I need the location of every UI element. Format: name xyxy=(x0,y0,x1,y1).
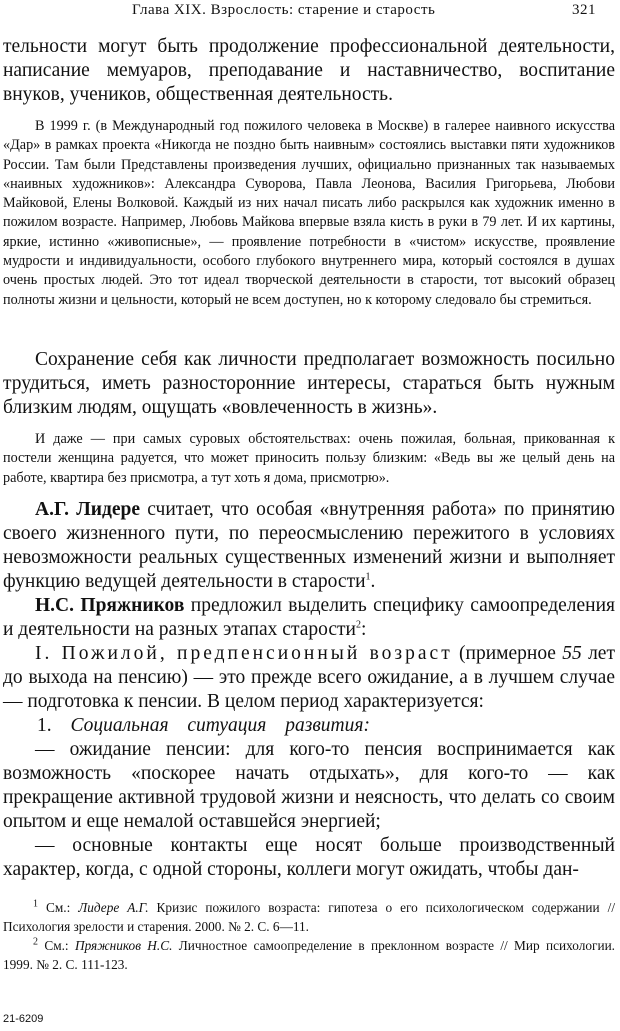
footnote-1-author: Лидере А.Г. xyxy=(78,900,149,915)
footnote-2-marker: 2 xyxy=(33,936,38,948)
paragraph-lidere-text: считает, что особая «внутренняя работа» по принятию своего жизненного пути, по переосмыслению пережитого в условиях невозможности реальных существенных изменений жизни и выполняет функцию ведущей деятельности в старости xyxy=(3,499,616,592)
footnote-1-prefix: См.: xyxy=(38,900,79,915)
paragraph-self-preservation: Сохранение себя как личности предполагает возможность посильно трудиться, иметь разносторонние интересы, стараться быть нужным близким людям, ощущать «вовлеченность в жизнь». xyxy=(3,349,615,418)
paragraph-lidere-end: . xyxy=(370,571,376,592)
footnote-ref-1: 1 xyxy=(365,571,371,583)
footnote-ref-2: 2 xyxy=(355,619,361,631)
footnote-1 xyxy=(3,898,615,936)
paragraph-contacts: — основные контакты еще носят больше производственный характер, когда, с одной стороны, коллеги могут ожидать, чтобы дан- xyxy=(3,835,615,880)
footnote-2-prefix: См.: xyxy=(38,938,75,953)
subheading-social-situation xyxy=(3,714,615,738)
footnote-2-author: Пряжников Н.С. xyxy=(74,938,173,953)
example-paragraph-naive-art: В 1999 г. (в Международный год пожилого человека в Москве) в галерее наивного искусства «Дар» в рамках проекта «Никогда не поздно быть наивным» состоялись выставки пяти художников России. Там были Представлены произведения лучших, официально признанных так называемых «наивных художников»: Александра Суворова, Павла Леонова, Василия Григорьева, Любови Майковой, Елены Волковой. Каждый из них начал писать либо раскрылся как художник именно в пожилом возрасте. Например, Любовь Майкова впервые взяла кисть в руки в 79 лет. И их картины, яркие, истинно «живописные», — проявление потребности в «чистом» искусстве, проявление мудрости и индивидуальности, особого глубокого внутреннего мира, который состоялся в душах очень простых людей. Это тот идеал творческой деятельности в старости, тот высокий образец полноты жизни и цельности, который не всем доступен, но к которому следовало бы стремиться. xyxy=(3,118,615,308)
paragraph-pryazhnikov xyxy=(3,594,615,642)
page-number: 321 xyxy=(572,2,596,18)
chapter-title: Глава XIX. Взрослость: старение и старость xyxy=(132,2,436,18)
paragraph-continuation: тельности могут быть продолжение профессиональной деятельности, написание мемуаров, преподавание и наставничество, воспитание внуков, учеников, общественная деятельность. xyxy=(3,36,615,105)
stage-one-text-b: лет до выхода на пенсию) — это прежде всего ожидание, а в лучшем случае — подготовка к пенсии. В целом период характеризуется: xyxy=(3,643,615,712)
author-name-lidere: А.Г. Лидере xyxy=(35,499,141,520)
paragraph-pryazhnikov-text: предложил выделить специфику самоопределения и деятельности на разных этапах старости xyxy=(3,595,615,640)
footnote-1-text: Кризис пожилого возраста: гипотеза о его психологическом содержании // Психология зрелости и старения. 2000. № 2. С. 6—11. xyxy=(3,900,616,934)
footnote-2-text: Личностное самоопределение в преклонном возрасте // Мир психологии. 1999. № 2. С. 111-123. xyxy=(3,938,616,972)
example-paragraph-elderly-woman: И даже — при самых суровых обстоятельствах: очень пожилая, больная, прикованная к постели женщина радуется, что может приносить пользу близким: «Ведь вы же целый день на работе, квартира без присмотра, а тут хоть я дома, присмотрю». xyxy=(3,431,615,486)
paragraph-pryazhnikov-end: : xyxy=(360,619,367,640)
footnote-1-marker: 1 xyxy=(33,898,38,910)
stage-one-heading: I. Пожилой, предпенсионный возраст xyxy=(35,643,453,664)
stage-one-text-a: (примерное xyxy=(452,643,563,664)
printer-signature-code: 21-6209 xyxy=(3,1013,44,1025)
paragraph-pension-expectation: — ожидание пенсии: для кого-то пенсия воспринимается как возможность «поскорее начать отдыхать», для кого-то — как прекращение активной трудовой жизни и неясность, что делать со своим опытом и еще немалой оставшейся энергией; xyxy=(3,739,615,832)
subheading-number: 1. xyxy=(37,715,52,736)
footnote-2 xyxy=(3,936,615,974)
subheading-text: Социальная ситуация развития: xyxy=(70,715,370,736)
paragraph-lidere xyxy=(3,498,615,594)
stage-one-age: 55 xyxy=(562,643,582,664)
paragraph-stage-one xyxy=(3,642,615,714)
running-header xyxy=(0,0,620,22)
author-name-pryazhnikov: Н.С. Пряжников xyxy=(35,595,185,616)
